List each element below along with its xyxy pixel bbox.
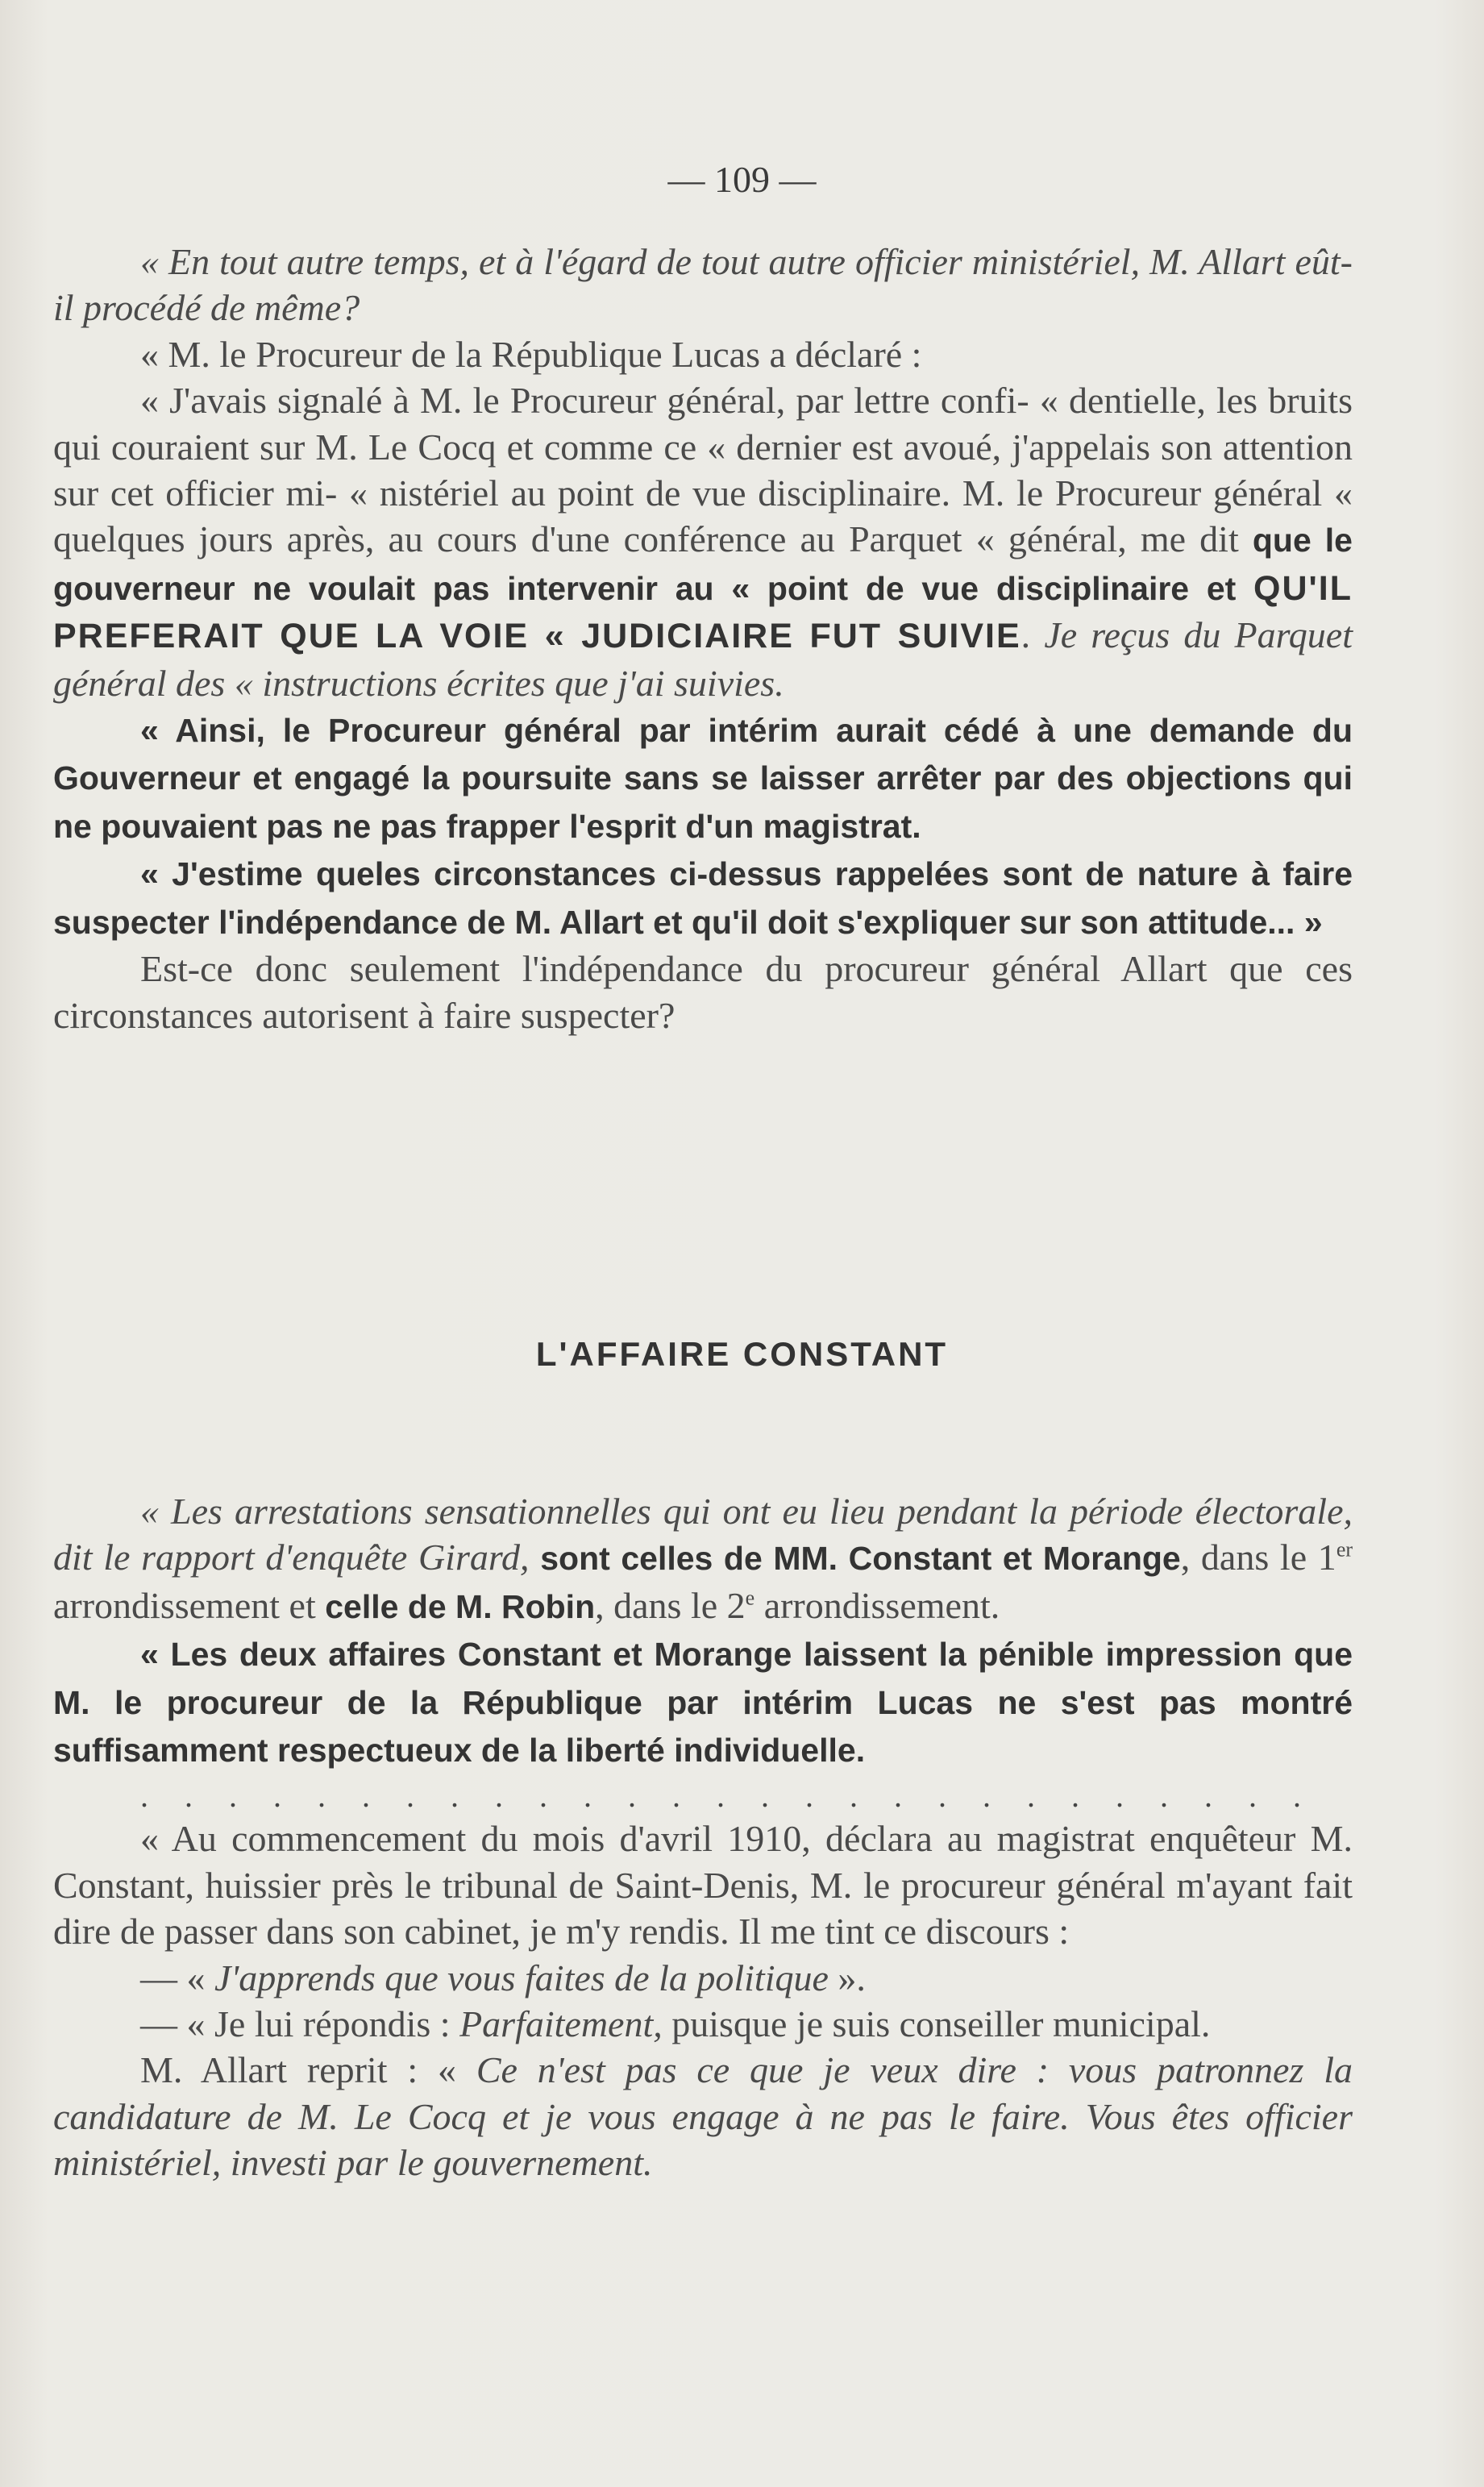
paragraph: « Au commencement du mois d'avril 1910, déclara au magistrat enquêteur M. Constant, huissier près le tribunal de Saint-Denis, M. le procureur général m'ayant fait dire de passer dans son cabinet, je m'y rendis. Il me tint ce discours : [53, 1818, 1353, 1953]
paragraph: « Ainsi, le Procureur général par intérim aurait cédé à une demande du Gouverneur et engagé la poursuite sans se laisser arrêter par des objections qui ne pouvaient pas ne pas frapper l'esprit d'un magistrat. [53, 712, 1353, 845]
paragraph: « M. le Procureur de la République Lucas a déclaré : [140, 333, 922, 375]
paragraph: Est-ce donc seulement l'indépendance du procureur général Allart que ces circonstances autorisent à faire suspecter? [53, 948, 1353, 1036]
paragraph: — « Je lui répondis : Parfaitement, puisque je suis conseiller municipal. [140, 2003, 1211, 2045]
section-title: L'AFFAIRE CONSTANT [535, 1335, 949, 1373]
paragraph: « J'estime queles circonstances ci-dessus rappelées sont de nature à faire suspecter l'indépendance de M. Allart et qu'il doit s'expliquer sur son attitude... » [53, 855, 1353, 941]
paragraph: « J'avais signalé à M. le Procureur général, par lettre confi- « dentielle, les bruits qui couraient sur M. Le Cocq et comme ce « dernier est avoué, j'appelais son attention sur cet officier mi- « nistériel au point de vue disciplinaire. M. le Procureur général « quelques jours après, au cours d'une conférence au Parquet « général, me dit que le gouverneur ne voulait pas intervenir au « point de vue disciplinaire et QU'IL PREFERAIT QUE LA VOIE « JUDICIAIRE FUT SUIVIE. Je reçus du Parquet général des « instructions écrites que j'ai suivies. [53, 380, 1353, 704]
paragraph: « Les deux affaires Constant et Morange laissent la pénible impression que M. le procureur de la République par intérim Lucas ne s'est pas montré suffisamment respectueux de la liberté individuelle. [53, 1636, 1353, 1770]
text-block-2 [53, 1488, 1353, 2186]
page-number: — 109 — [667, 159, 817, 200]
ellipsis-separator: . . . . . . . . . . . . . . . . . . . . . . . . . . . [140, 1778, 1301, 1815]
paragraph: M. Allart reprit : « Ce n'est pas ce que je veux dire : vous patronnez la candidature de M. Le Cocq et je vous engage à ne pas le faire. Vous êtes officier ministériel, investi par le gouvernement. [53, 2049, 1353, 2184]
paragraph: — « J'apprends que vous faites de la politique ». [140, 1957, 866, 1998]
paragraph: « Les arrestations sensationnelles qui ont eu lieu pendant la période électorale, dit le rapport d'enquête Girard, sont celles de MM. Constant et Morange, dans le 1er arrondissement et celle de M. Robin, dans le 2e arrondissement. [53, 1491, 1353, 1626]
text-block-1 [53, 239, 1353, 1038]
paragraph: « En tout autre temps, et à l'égard de tout autre officier ministériel, M. Allart eût-il procédé de même? [53, 241, 1353, 329]
